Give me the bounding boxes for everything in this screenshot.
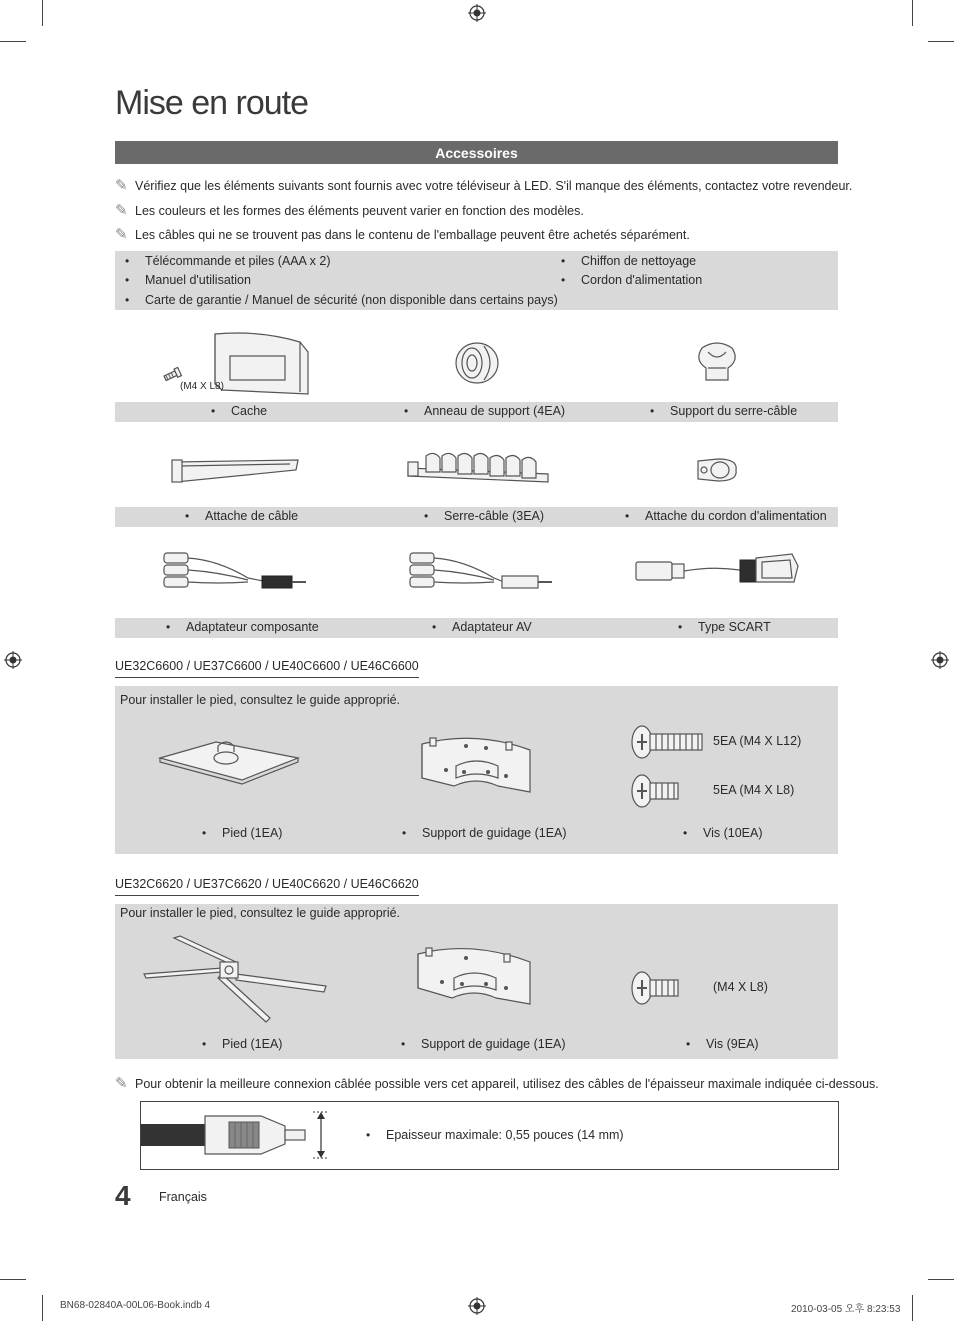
screw-size-note: (M4 X L8)	[180, 381, 224, 392]
cable-thickness-illustration-icon	[141, 1108, 331, 1162]
screw-spec: (M4 X L8)	[713, 980, 768, 994]
item-caption: • Adaptateur composante	[186, 620, 319, 634]
page-title: Mise en route	[115, 84, 308, 122]
short-screw-icon	[630, 970, 682, 1006]
model-label: UE32C6620 / UE37C6620 / UE40C6620 / UE46C6620	[115, 877, 419, 896]
model-label: UE32C6600 / UE37C6600 / UE40C6600 / UE46C6600	[115, 659, 419, 678]
short-screw-icon	[630, 773, 682, 809]
item-caption: • Support de guidage (1EA)	[422, 826, 567, 840]
pencil-note-icon: ✎	[115, 202, 128, 219]
crop-mark	[912, 1295, 913, 1321]
pencil-note-icon: ✎	[115, 1075, 128, 1092]
item-caption: • Serre-câble (3EA)	[444, 509, 544, 523]
crop-mark	[928, 1279, 954, 1280]
crop-mark	[928, 41, 954, 42]
stand-install-note: Pour installer le pied, consultez le guide approprié.	[120, 906, 401, 920]
item-caption: • Adaptateur AV	[452, 620, 532, 634]
stand-base-icon	[156, 736, 302, 786]
registration-mark-icon	[4, 651, 22, 669]
list-item: • Cordon d'alimentation	[581, 273, 702, 287]
item-caption: • Pied (1EA)	[222, 826, 282, 840]
cable-clamp-icon	[404, 450, 552, 488]
list-item: • Manuel d'utilisation	[145, 273, 251, 287]
registration-mark-icon	[931, 651, 949, 669]
power-cord-holder-icon	[694, 455, 740, 485]
list-item: • Télécommande et piles (AAA x 2)	[145, 254, 331, 268]
item-caption: • Cache	[231, 404, 267, 418]
item-caption: • Vis (9EA)	[706, 1037, 759, 1051]
component-adapter-icon	[158, 548, 308, 594]
item-caption: • Type SCART	[698, 620, 771, 634]
cable-holder-icon	[694, 340, 740, 386]
page-number: 4	[115, 1180, 131, 1211]
list-item: • Carte de garantie / Manuel de sécurité (non disponible dans certains pays)	[145, 293, 558, 307]
item-caption: • Support du serre-câble	[670, 404, 797, 418]
pencil-note-icon: ✎	[115, 226, 128, 243]
item-caption: • Anneau de support (4EA)	[424, 404, 565, 418]
cable-tie-icon	[170, 456, 302, 484]
crop-mark	[0, 41, 26, 42]
item-caption: • Support de guidage (1EA)	[421, 1037, 566, 1051]
crop-mark	[0, 1279, 26, 1280]
note: ✎ Pour obtenir la meilleure connexion câblée possible vers cet appareil, utilisez des câbles de l'épaisseur maximale indiquée ci-dessous.	[115, 1075, 879, 1092]
list-item: • Chiffon de nettoyage	[581, 254, 696, 268]
screw-spec: 5EA (M4 X L12)	[713, 734, 802, 748]
footer-date: 2010-03-05 오후 8:23:53	[791, 1304, 901, 1315]
holder-ring-icon	[452, 342, 502, 384]
item-caption: • Vis (10EA)	[703, 826, 763, 840]
swivel-stand-icon	[140, 934, 330, 1026]
registration-mark-icon	[468, 4, 486, 22]
note: ✎ Les câbles qui ne se trouvent pas dans le contenu de l'emballage peuvent être achetés séparément.	[115, 226, 690, 243]
guide-stand-icon	[412, 942, 536, 1010]
stand-install-note: Pour installer le pied, consultez le guide approprié.	[120, 693, 401, 707]
note: ✎ Vérifiez que les éléments suivants sont fournis avec votre téléviseur à LED. S'il manque des éléments, contactez votre revendeur.	[115, 177, 853, 194]
screw-spec: 5EA (M4 X L8)	[713, 783, 795, 797]
registration-mark-icon	[468, 1297, 486, 1315]
page-language: Français	[159, 1190, 207, 1204]
long-screw-icon	[630, 724, 706, 760]
note: ✎ Les couleurs et les formes des éléments peuvent varier en fonction des modèles.	[115, 202, 584, 219]
item-caption: • Attache du cordon d'alimentation	[645, 509, 827, 523]
crop-mark	[42, 1295, 43, 1321]
av-adapter-icon	[404, 548, 554, 594]
footer-file: BN68-02840A-00L06-Book.indb 4	[60, 1300, 211, 1311]
item-caption: • Pied (1EA)	[222, 1037, 282, 1051]
pencil-note-icon: ✎	[115, 177, 128, 194]
thickness-spec: • Epaisseur maximale: 0,55 pouces (14 mm)	[386, 1128, 624, 1142]
scart-adapter-icon	[632, 552, 802, 594]
item-caption: • Attache de câble	[205, 509, 298, 523]
section-heading: Accessoires	[115, 141, 838, 164]
crop-mark	[912, 0, 913, 26]
crop-mark	[42, 0, 43, 26]
guide-stand-icon	[416, 732, 536, 798]
